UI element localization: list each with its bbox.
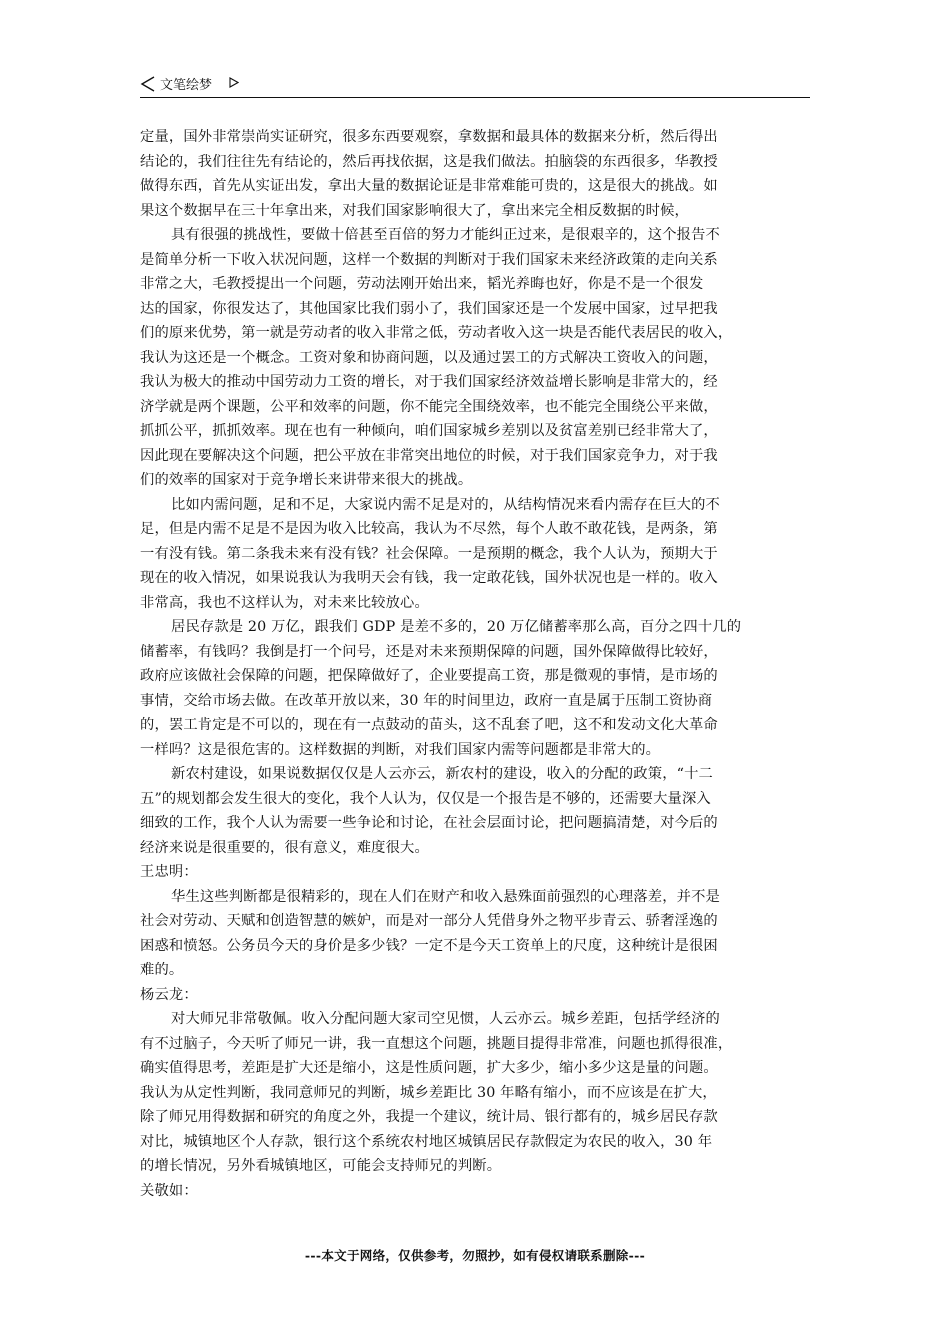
text-line: 事情，交给市场去做。在改革开放以来，30 年的时间里边，政府一直是属于压制工资协商 xyxy=(140,692,713,709)
text-line: 五”的规划都会发生很大的变化，我个人认为，仅仅是一个报告是不够的，还需要大量深入 xyxy=(140,790,711,807)
text-line: 的增长情况，另外看城镇地区，可能会支持师兄的判断。 xyxy=(140,1158,502,1174)
text-line: 杨云龙： xyxy=(140,986,198,1003)
text-line: 居民存款是 20 万亿，跟我们 GDP 是差不多的，20 万亿储蓄率那么高，百分之四十几的 xyxy=(171,619,742,635)
text-line: 经济来说是很重要的，很有意义，难度很大。 xyxy=(140,839,429,856)
text-line: 储蓄率，有钱吗？我倒是打一个问号，还是对未来预期保障的问题，国外保障做得比较好， xyxy=(140,643,718,660)
text-line: 除了师兄用得数据和研究的角度之外，我提一个建议，统计局、银行都有的，城乡居民存款 xyxy=(140,1109,718,1125)
text-line: 新农村建设，如果说数据仅仅是人云亦云，新农村的建设，收入的分配的政策，“十二 xyxy=(171,766,713,782)
text-line: 因此现在要解决这个问题，把公平放在非常突出地位的时候，对于我们国家竞争力，对于我 xyxy=(140,447,718,464)
text-line: 有不过脑子，今天听了师兄一讲，我一直想这个问题，挑题目提得非常准，问题也抓得很准， xyxy=(140,1035,733,1052)
text-line: 对大师兄非常敬佩。收入分配问题大家司空见惯，人云亦云。城乡差距，包括学经济的 xyxy=(171,1011,720,1027)
text-line: 社会对劳动、天赋和创造智慧的嫉妒，而是对一部分人凭借身外之物平步青云、骄奢淫逸的 xyxy=(140,913,718,929)
text-line: 难的。 xyxy=(140,962,184,978)
triangle-left-outline-icon xyxy=(140,76,156,92)
text-line: 非常之大，毛教授提出一个问题，劳动法刚开始出来，韬光养晦也好，你是不是一个很发 xyxy=(140,276,704,292)
text-line: 困惑和愤怒。公务员今天的身价是多少钱？一定不是今天工资单上的尺度，这种统计是很困 xyxy=(140,937,718,954)
text-line: 做得东西，首先从实证出发，拿出大量的数据论证是非常难能可贵的，这是很大的挑战。如 xyxy=(140,178,718,194)
header-divider xyxy=(140,97,810,98)
text-line: 比如内需问题，足和不足，大家说内需不足是对的，从结构情况来看内需存在巨大的不 xyxy=(171,496,720,513)
text-line: 王忠明： xyxy=(140,864,198,880)
text-line: 现在的收入情况，如果说我认为我明天会有钱，我一定敢花钱，国外状况也是一样的。收入 xyxy=(140,570,718,586)
text-line: 济学就是两个课题，公平和效率的问题，你不能完全围绕效率，也不能完全围绕公平来做， xyxy=(140,398,718,415)
triangle-right-outline-icon xyxy=(229,77,239,88)
footer-disclaimer: ---本文于网络，仅供参考，勿照抄，如有侵权请联系删除--- xyxy=(304,1248,646,1263)
text-line: 我认为这还是一个概念。工资对象和协商问题，以及通过罢工的方式解决工资收入的问题， xyxy=(140,349,718,366)
text-line: 关敬如： xyxy=(140,1182,198,1199)
text-line: 具有很强的挑战性，要做十倍甚至百倍的努力才能纠正过来，是很艰辛的，这个报告不 xyxy=(171,227,720,243)
text-line: 们的原来优势，第一就是劳动者的收入非常之低，劳动者收入这一块是否能代表居民的收入， xyxy=(140,325,733,341)
page-header xyxy=(140,72,810,96)
text-line: 华生这些判断都是很精彩的，现在人们在财产和收入悬殊面前强烈的心理落差，并不是 xyxy=(171,888,720,905)
text-line: 定量，国外非常崇尚实证研究，很多东西要观察，拿数据和最具体的数据来分析，然后得出 xyxy=(140,129,718,145)
text-line: 足，但是内需不足是不是因为收入比较高，我认为不尽然，每个人敢不敢花钱，是两条，第 xyxy=(140,521,718,537)
text-line: 政府应该做社会保障的问题，把保障做好了，企业要提高工资，那是微观的事情，是市场的 xyxy=(140,668,718,684)
text-line: 对比，城镇地区个人存款，银行这个系统农村地区城镇居民存款假定为农民的收入，30 年 xyxy=(140,1133,713,1150)
text-line: 抓抓公平，抓抓效率。现在也有一种倾向，咱们国家城乡差别以及贫富差别已经非常大了， xyxy=(140,423,718,439)
text-line: 我认为极大的推动中国劳动力工资的增长，对于我们国家经济效益增长影响是非常大的，经 xyxy=(140,374,718,390)
text-line: 一有没有钱。第二条我未来有没有钱？社会保障。一是预期的概念，我个人认为，预期大于 xyxy=(140,545,718,562)
text-line: 确实值得思考，差距是扩大还是缩小，这是性质问题，扩大多少，缩小多少这是量的问题。 xyxy=(140,1060,718,1076)
text-line: 非常高，我也不这样认为，对未来比较放心。 xyxy=(140,594,429,611)
text-line: 我认为从定性判断，我同意师兄的判断，城乡差距比 30 年略有缩小，而不应该是在扩大， xyxy=(140,1084,717,1101)
text-line: 细致的工作，我个人认为需要一些争论和讨论，在社会层面讨论，把问题搞清楚，对今后的 xyxy=(140,815,718,831)
text-line: 达的国家，你很发达了，其他国家比我们弱小了，我们国家还是一个发展中国家，过早把我 xyxy=(140,300,718,317)
header-brand: 文笔绘梦 xyxy=(160,78,213,93)
text-line: 结论的，我们往往先有结论的，然后再找依据，这是我们做法。拍脑袋的东西很多，华教授 xyxy=(140,153,718,170)
text-line: 们的效率的国家对于竞争增长来讲带来很大的挑战。 xyxy=(140,472,473,488)
text-line: 的，罢工肯定是不可以的，现在有一点鼓动的苗头，这不乱套了吧，这不和发动文化大革命 xyxy=(140,717,718,733)
text-line: 一样吗？这是很危害的。这样数据的判断，对我们国家内需等问题都是非常大的。 xyxy=(140,741,661,758)
text-line: 是简单分析一下收入状况问题，这样一个数据的判断对于我们国家未来经济政策的走向关系 xyxy=(140,251,718,268)
document-body xyxy=(140,125,810,1203)
text-line: 果这个数据早在三十年拿出来，对我们国家影响很大了，拿出来完全相反数据的时候， xyxy=(140,202,689,219)
